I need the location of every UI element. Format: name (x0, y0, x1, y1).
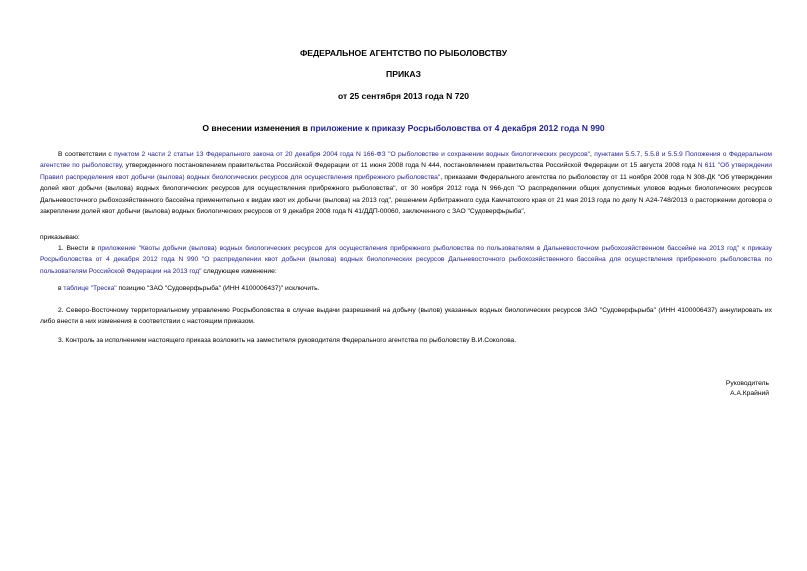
appendix-link[interactable]: приложение "Квоты добычи (вылова) водных биологических ресурсов для осуществления прибрежного рыболовства по пользователям в Дальневосточном рыбохозяйственном бассейне на 2013 год" к приказу Росрыболовства от 4 декабря 2012 года N 990 "О распределении квот добычи (вылова) водных биологических ресурсов Дальневосточного рыбохозяйственного бассейна для осуществления прибрежного рыболовства по пользователям Российской Федерации на 2013 год" (40, 245, 772, 275)
doc-type: ПРИКАЗ (386, 69, 421, 79)
title-link[interactable]: приложение к приказу Росрыболовства от 4 декабря 2012 года N 990 (310, 123, 605, 133)
table-link[interactable]: таблице "Треска" (63, 285, 117, 292)
item-2: 2. Северо-Восточному территориальному управлению Росрыболовства в случае выдачи разрешений на добычу (вылов) указанных водных биологических ресурсов ЗАО "Судоверфьрыба" (ИНН 4100006437) аннулировать их либо внести в них изменения в соответствии с настоящим приказом. (40, 307, 772, 326)
signature-block (726, 379, 769, 399)
change-clause (40, 283, 772, 294)
preamble-text-1: В соответствии с (58, 151, 115, 158)
item-3: 3. Контроль за исполнением настоящего приказа возложить на заместителя руководителя Федерального агентства по рыболовству В.И.Соколова. (58, 337, 517, 344)
doc-date-number: от 25 сентября 2013 года N 720 (337, 91, 470, 101)
agency-name: ФЕДЕРАЛЬНОЕ АГЕНТСТВО ПО РЫБОЛОВСТВУ (299, 48, 508, 58)
decree-link[interactable]: N 611 "Об утверждении Правил распределения квот добычи (вылова) водных биологических ресурсов для осуществления прибрежного рыболовства" (40, 162, 772, 181)
preamble-text-3: , утвержденного постановлением правительства Российской Федерации от 11 июня 2008 года N 444, постановлением правительства Российской Федерации от 15 августа 2008 года (121, 162, 698, 170)
signatory-name: А.А.Крайний (730, 390, 769, 397)
change-text-2: позицию "ЗАО "Судоверфьрыба" (ИНН 4100006437)" исключить. (116, 285, 320, 292)
order-word: приказываю: (40, 234, 80, 241)
preamble (40, 149, 772, 217)
law-link[interactable]: пунктом 2 части 2 статьи 13 Федерального закона от 20 декабря 2004 года N 166-ФЗ "О рыболовстве и сохранении водных биологических ресурсов" (114, 151, 591, 158)
item1-text-2: следующее изменение: (201, 267, 277, 275)
regulation-link[interactable]: пунктами 5.5.7, 5.5.8 и 5.5.9 Положения о Федеральном агентстве по рыболовству (40, 151, 773, 170)
preamble-text-4: , приказами Федерального агентства по рыболовству от 11 ноября 2008 года N 308-ДК "Об утверждении долей квот добычи (вылова) водных биологических ресурсов для осуществления прибрежного рыболовства", от 30 ноября 2012 года N 966-дсп "О распределении общих допустимых уловов водных биологических ресурсов Дальневосточного рыбохозяйственного бассейна применительно к видам квот их добычи (вылова) на 2013 год", решением Арбитражного суда Камчатского края от 21 мая 2013 года по делу N А24-748/2013 о расторжении договора о закреплении долей квот добычи (вылова) водных биологических ресурсов от 9 декабря 2008 года N 41/ДДП-00060, заключенного с ЗАО "Судоверфьрыба", (40, 173, 772, 216)
preamble-text-2: , (590, 151, 595, 158)
document-title (0, 123, 807, 133)
change-text-1: в (58, 285, 64, 292)
title-prefix: О внесении изменения в (202, 123, 311, 133)
signatory-position: Руководитель (725, 380, 769, 387)
item1-text-1: 1. Внести в (58, 245, 98, 252)
item-1 (40, 243, 772, 277)
